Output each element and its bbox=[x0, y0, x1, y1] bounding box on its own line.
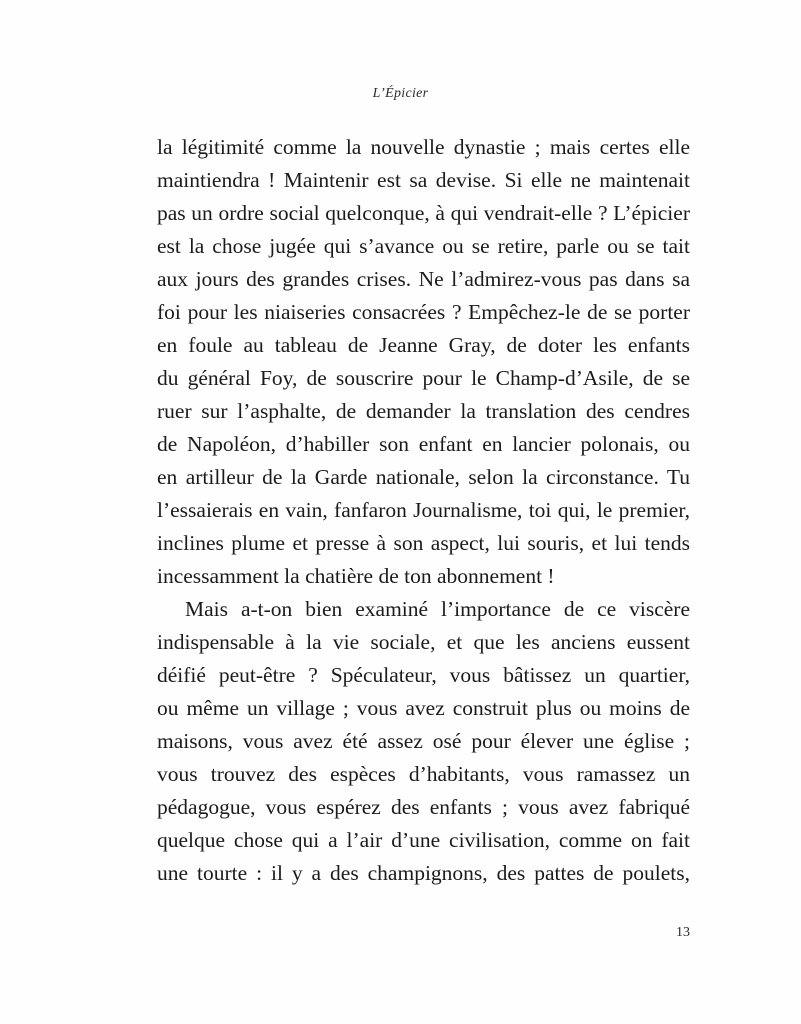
text-line: aux jours des grandes crises. Ne l’admirez-vous pas dans sa bbox=[157, 267, 690, 291]
text-line: ou même un village ; vous avez construit plus ou moins de bbox=[157, 696, 690, 720]
text-line: pédagogue, vous espérez des enfants ; vous avez fabriqué bbox=[157, 795, 690, 819]
text-line: l’essaierais en vain, fanfaron Journalisme, toi qui, le premier, bbox=[157, 498, 690, 522]
text-line: vous trouvez des espèces d’habitants, vous ramassez un bbox=[157, 762, 690, 786]
text-line: en artilleur de la Garde nationale, selon la circonstance. Tu bbox=[157, 465, 690, 489]
text-line: en foule au tableau de Jeanne Gray, de doter les enfants bbox=[157, 333, 690, 357]
text-line: est la chose jugée qui s’avance ou se retire, parle ou se tait bbox=[157, 234, 690, 258]
text-line: Mais a-t-on bien examiné l’importance de ce viscère bbox=[185, 597, 690, 621]
paragraph bbox=[157, 593, 690, 890]
text-line: de Napoléon, d’habiller son enfant en lancier polonais, ou bbox=[157, 432, 690, 456]
text-line: incessamment la chatière de ton abonnement ! bbox=[157, 564, 555, 588]
text-line: déifié peut-être ? Spéculateur, vous bâtissez un quartier, bbox=[157, 663, 690, 687]
body-text bbox=[157, 131, 690, 890]
paragraph bbox=[157, 131, 690, 593]
page-number: 13 bbox=[676, 925, 690, 940]
text-line: une tourte : il y a des champignons, des pattes de poulets, bbox=[157, 861, 690, 885]
text-line: la légitimité comme la nouvelle dynastie ; mais certes elle bbox=[157, 135, 690, 159]
text-line: pas un ordre social quelconque, à qui vendrait-elle ? L’épicier bbox=[157, 201, 690, 225]
text-line: du général Foy, de souscrire pour le Champ-d’Asile, de se bbox=[157, 366, 690, 390]
text-line: inclines plume et presse à son aspect, lui souris, et lui tends bbox=[157, 531, 690, 555]
running-head: L’Épicier bbox=[372, 86, 429, 101]
text-line: foi pour les niaiseries consacrées ? Empêchez-le de se porter bbox=[157, 300, 690, 324]
text-line: indispensable à la vie sociale, et que les anciens eussent bbox=[157, 630, 690, 654]
text-line: ruer sur l’asphalte, de demander la translation des cendres bbox=[157, 399, 690, 423]
text-line: maintiendra ! Maintenir est sa devise. Si elle ne maintenait bbox=[157, 168, 690, 192]
text-line: quelque chose qui a l’air d’une civilisation, comme on fait bbox=[157, 828, 690, 852]
text-line: maisons, vous avez été assez osé pour élever une église ; bbox=[157, 729, 690, 753]
